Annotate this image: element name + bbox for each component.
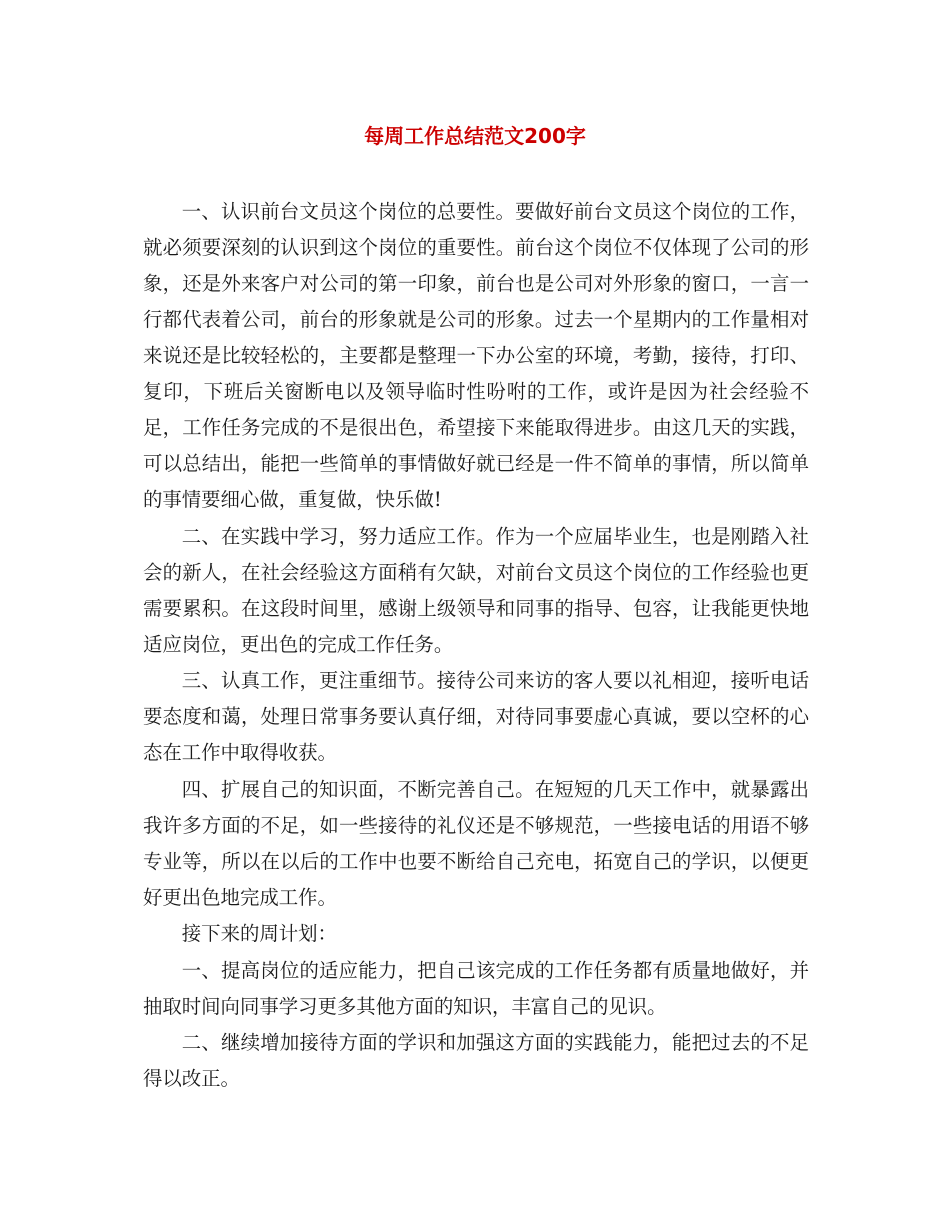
plan-item-2: 二、继续增加接待方面的学识和加强这方面的实践能力，能把过去的不足得以改正。 — [143, 1031, 809, 1090]
plan-item-1: 一、提高岗位的适应能力，把自己该完成的工作任务都有质量地做好，并抽取时间向同事学习更多其他方面的知识，丰富自己的见识。 — [143, 958, 809, 1018]
document-body — [143, 194, 809, 1098]
paragraph-4: 四、扩展自己的知识面，不断完善自己。在短短的几天工作中，就暴露出我许多方面的不足，如一些接待的礼仪还是不够规范，一些接电话的用语不够专业等，所以在以后的工作中也要不断给自己充电，拓宽自己的学识，以便更好更出色地完成工作。 — [143, 777, 809, 909]
paragraph-1: 一、认识前台文员这个岗位的总要性。要做好前台文员这个岗位的工作，就必须要深刻的认识到这个岗位的重要性。前台这个岗位不仅体现了公司的形象，还是外来客户对公司的第一印象，前台也是公司对外形象的窗口，一言一行都代表着公司，前台的形象就是公司的形象。过去一个星期内的工作量相对来说还是比较轻松的，主要都是整理一下办公室的环境，考勤，接待，打印、复印，下班后关窗断电以及领导临时性吩咐的工作，或许是因为社会经验不足，工作任务完成的不是很出色，希望接下来能取得进步。由这几天的实践，可以总结出，能把一些简单的事情做好就已经是一件不简单的事情，所以简单的事情要细心做，重复做，快乐做! — [143, 200, 809, 511]
paragraph-2: 二、在实践中学习，努力适应工作。作为一个应届毕业生，也是刚踏入社会的新人，在社会经验这方面稍有欠缺，对前台文员这个岗位的工作经验也更需要累积。在这段时间里，感谢上级领导和同事的指导、包容，让我能更快地适应岗位，更出色的完成工作任务。 — [143, 524, 809, 656]
paragraph-3: 三、认真工作，更注重细节。接待公司来访的客人要以礼相迎，接听电话要态度和蔼，处理日常事务要认真仔细，对待同事要虚心真诚，要以空杯的心态在工作中取得收获。 — [143, 669, 809, 764]
plan-heading: 接下来的周计划： — [181, 922, 337, 945]
document-title: 每周工作总结范文200字 — [364, 124, 586, 148]
